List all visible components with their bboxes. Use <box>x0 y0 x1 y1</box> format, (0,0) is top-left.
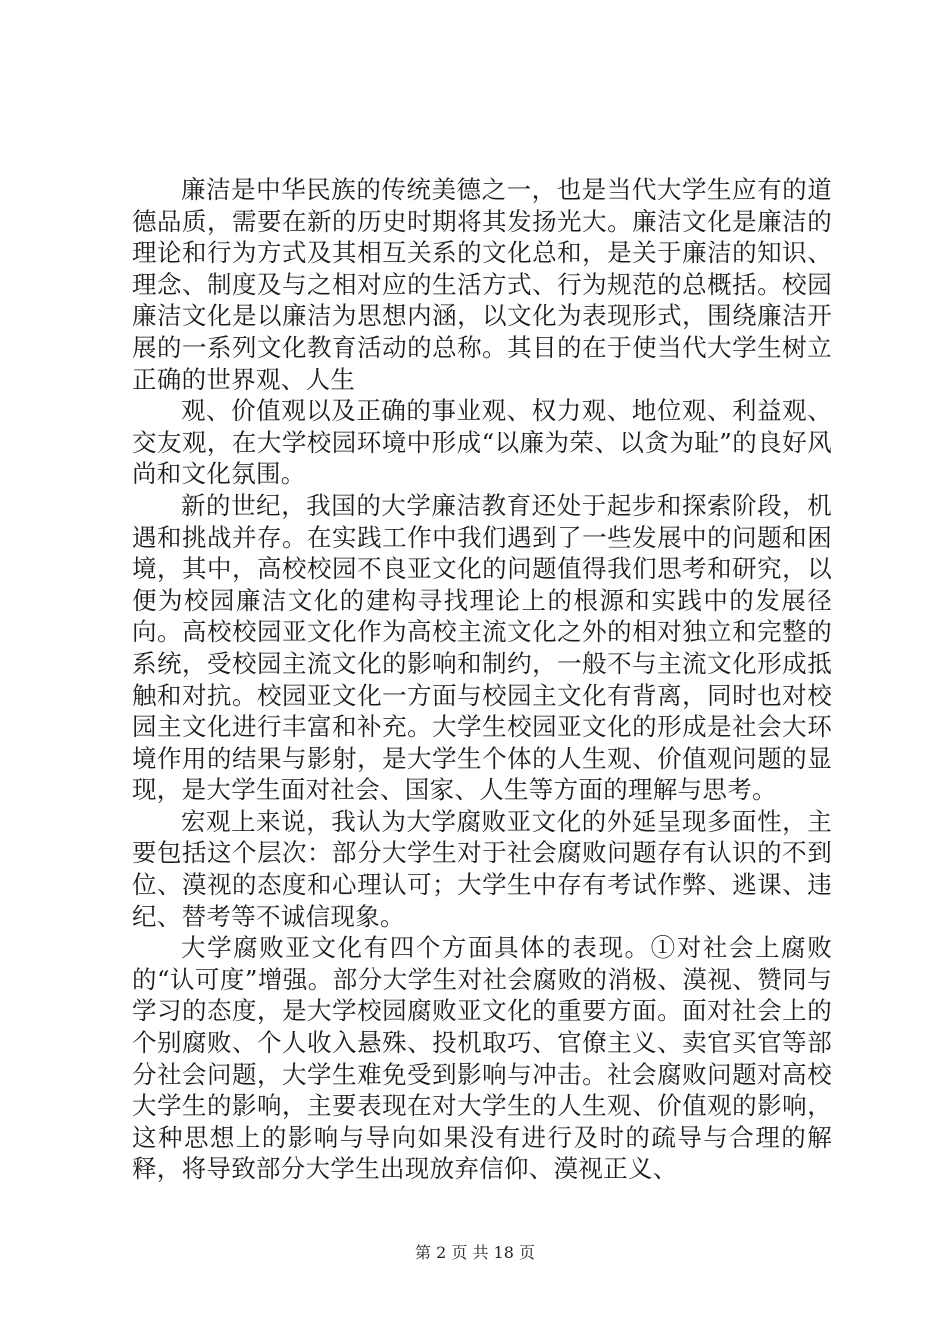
document-body <box>132 174 832 1185</box>
page-footer: 第 2 页 共 18 页 <box>415 1243 535 1262</box>
paragraph-2: 观、价值观以及正确的事业观、权力观、地位观、利益观、交友观，在大学校园环境中形成“以廉为荣、以贪为耻”的良好风尚和文化氛围。 <box>132 396 832 489</box>
paragraph-5: 大学腐败亚文化有四个方面具体的表现。①对社会上腐败的“认可度”增强。部分大学生对社会腐败的消极、漠视、赞同与学习的态度，是大学校园腐败亚文化的重要方面。面对社会上的个别腐败、个人收入悬殊、投机取巧、官僚主义、卖官买官等部分社会问题，大学生难免受到影响与冲击。社会腐败问题对高校大学生的影响，主要表现在对大学生的人生观、价值观的影响，这种思想上的影响与导向如果没有进行及时的疏导与合理的解释，将导致部分大学生出现放弃信仰、漠视正义、 <box>132 933 832 1184</box>
paragraph-3: 新的世纪，我国的大学廉洁教育还处于起步和探索阶段，机遇和挑战并存。在实践工作中我们遇到了一些发展中的问题和困境，其中，高校校园不良亚文化的问题值得我们思考和研究，以便为校园廉洁文化的建构寻找理论上的根源和实践中的发展径向。高校校园亚文化作为高校主流文化之外的相对独立和完整的系统，受校园主流文化的影响和制约，一般不与主流文化形成抵触和对抗。校园亚文化一方面与校园主文化有背离，同时也对校园主文化进行丰富和补充。大学生校园亚文化的形成是社会大环境作用的结果与影射，是大学生个体的人生观、价值观问题的显现，是大学生面对社会、国家、人生等方面的理解与思考。 <box>132 490 832 805</box>
paragraph-1: 廉洁是中华民族的传统美德之一，也是当代大学生应有的道德品质，需要在新的历史时期将其发扬光大。廉洁文化是廉洁的理论和行为方式及其相互关系的文化总和，是关于廉洁的知识、理念、制度及与之相对应的生活方式、行为规范的总概括。校园廉洁文化是以廉洁为思想内涵，以文化为表现形式，围绕廉洁开展的一系列文化教育活动的总称。其目的在于使当代大学生树立正确的世界观、人生 <box>132 175 832 394</box>
paragraph-4: 宏观上来说，我认为大学腐败亚文化的外延呈现多面性，主要包括这个层次：部分大学生对于社会腐败问题存有认识的不到位、漠视的态度和心理认可；大学生中存有考试作弊、逃课、违纪、替考等不诚信现象。 <box>132 806 832 931</box>
